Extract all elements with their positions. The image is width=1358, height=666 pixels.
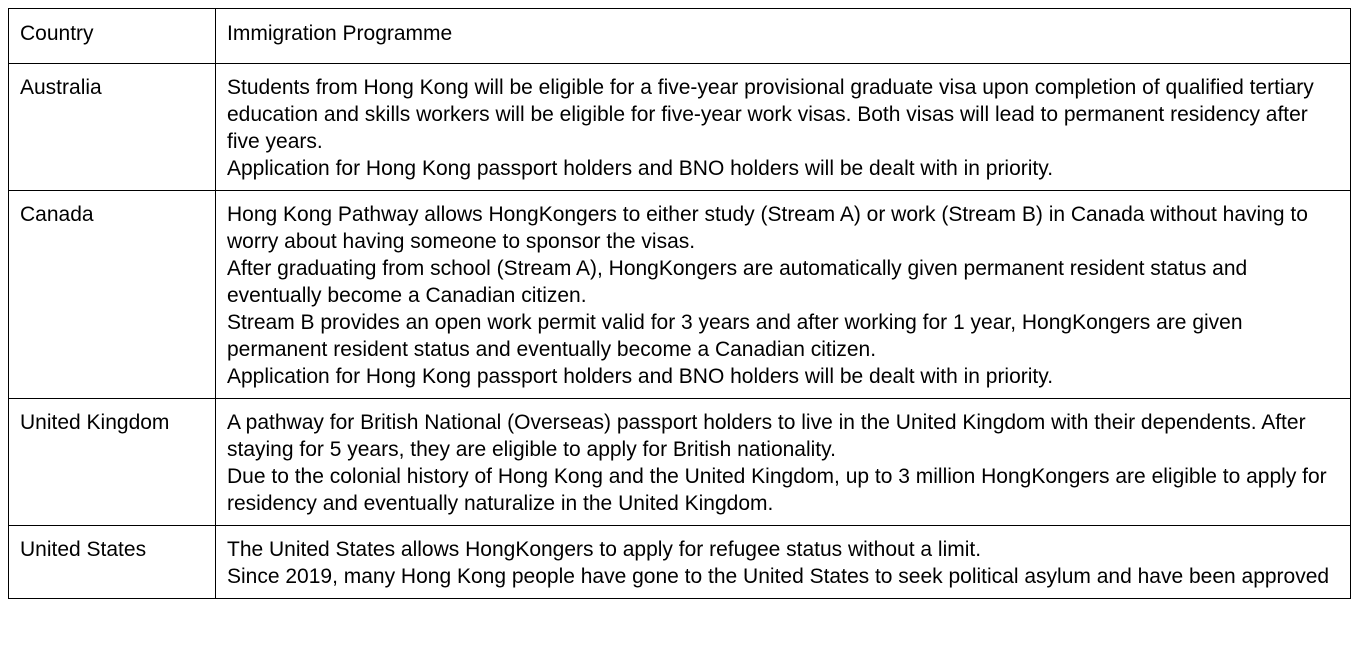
programme-paragraph: Students from Hong Kong will be eligible for a five-year provisional graduate visa upon completion of qualified tertiary education and skills workers will be eligible for five-year work visas. Both visas will lead to permanent residency after five years. (227, 76, 1314, 153)
programme-paragraph: Application for Hong Kong passport holders and BNO holders will be dealt with in priority. (227, 365, 1054, 388)
immigration-table (8, 8, 1351, 599)
programme-paragraph: Application for Hong Kong passport holders and BNO holders will be dealt with in priority. (227, 157, 1054, 180)
programme-cell (216, 191, 1351, 399)
country-cell: Canada (9, 191, 216, 399)
programme-paragraph: Stream B provides an open work permit valid for 3 years and after working for 1 year, HongKongers are given permanent resident status and eventually become a Canadian citizen. (227, 311, 1243, 361)
table-row (9, 64, 1351, 191)
country-cell: United States (9, 526, 216, 599)
header-row (9, 9, 1351, 64)
programme-paragraph: Hong Kong Pathway allows HongKongers to either study (Stream A) or work (Stream B) in Canada without having to worry about having someone to sponsor the visas. (227, 203, 1308, 253)
programme-paragraph: A pathway for British National (Overseas) passport holders to live in the United Kingdom with their dependents. After staying for 5 years, they are eligible to apply for British nationality. (227, 411, 1306, 461)
programme-paragraph: Since 2019, many Hong Kong people have gone to the United States to seek political asylum and have been approved (227, 565, 1330, 588)
programme-paragraph: The United States allows HongKongers to apply for refugee status without a limit. (227, 538, 982, 561)
country-cell: United Kingdom (9, 399, 216, 526)
programme-cell (216, 399, 1351, 526)
table-row (9, 526, 1351, 599)
table-row (9, 191, 1351, 399)
header-programme: Immigration Programme (216, 9, 1351, 64)
country-cell: Australia (9, 64, 216, 191)
programme-cell (216, 526, 1351, 599)
programme-paragraph: After graduating from school (Stream A), HongKongers are automatically given permanent resident status and eventually become a Canadian citizen. (227, 257, 1248, 307)
header-country: Country (9, 9, 216, 64)
programme-paragraph: Due to the colonial history of Hong Kong and the United Kingdom, up to 3 million HongKongers are eligible to apply for residency and eventually naturalize in the United Kingdom. (227, 465, 1327, 515)
table-row (9, 399, 1351, 526)
programme-cell (216, 64, 1351, 191)
